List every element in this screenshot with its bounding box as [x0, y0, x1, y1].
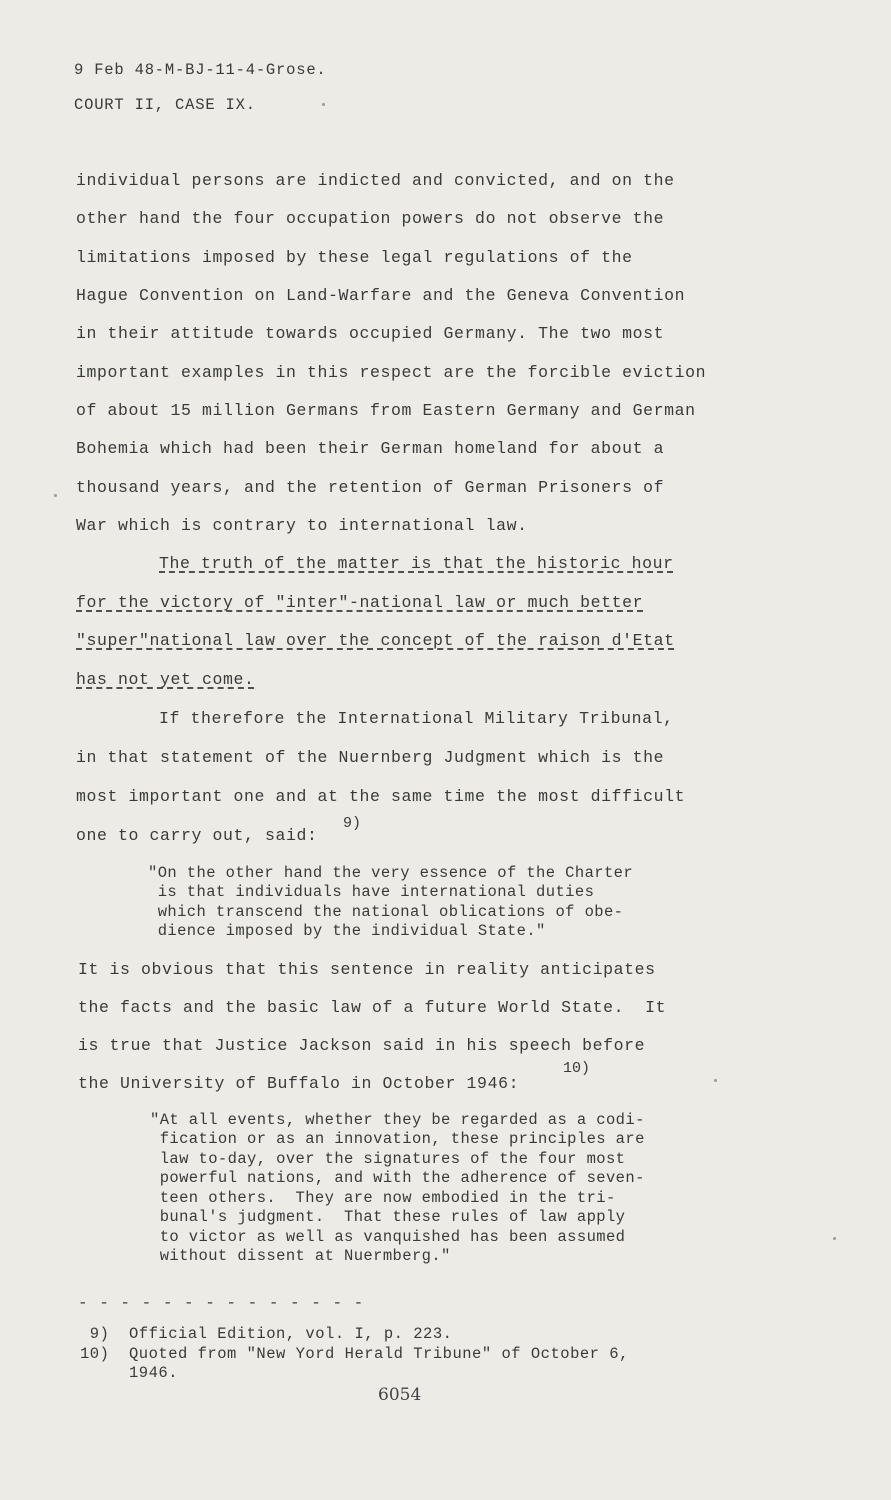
para2-line: has not yet come.	[76, 670, 255, 689]
para4-line: It is obvious that this sentence in reality anticipates	[78, 960, 656, 979]
para3-line: in that statement of the Nuernberg Judgment which is the	[76, 748, 665, 767]
quote2-line: bunal's judgment. That these rules of law apply	[150, 1208, 626, 1226]
footnote-ref-9: 9)	[343, 815, 362, 832]
para1-line: individual persons are indicted and convicted, and on the	[76, 171, 675, 190]
quote2-line: teen others. They are now embodied in the tri-	[150, 1189, 616, 1207]
para3-line: most important one and at the same time the most difficult	[76, 787, 686, 806]
para2-line: "super"national law over the concept of the raison d'Etat	[76, 631, 675, 650]
para3-line: If therefore the International Military Tribunal,	[159, 709, 674, 728]
quote2-line: without dissent at Nuermberg."	[150, 1247, 451, 1265]
para1-line: important examples in this respect are the forcible eviction	[76, 363, 707, 382]
para2-line: The truth of the matter is that the historic hour	[159, 554, 674, 573]
para1-line: limitations imposed by these legal regulations of the	[76, 248, 633, 267]
quote2-line: law to-day, over the signatures of the four most	[150, 1150, 626, 1168]
header-reference: 9 Feb 48-M-BJ-11-4-Grose.	[74, 61, 327, 79]
quote2-line: powerful nations, and with the adherence of seven-	[150, 1169, 645, 1187]
para1-line: Hague Convention on Land-Warfare and the Geneva Convention	[76, 286, 686, 305]
para4-line: is true that Justice Jackson said in his speech before	[78, 1036, 646, 1055]
para1-line: War which is contrary to international law.	[76, 516, 528, 535]
para3-line: one to carry out, said:	[76, 826, 318, 845]
header-court: COURT II, CASE IX.	[74, 96, 256, 114]
para1-line: Bohemia which had been their German homeland for about a	[76, 439, 665, 458]
scan-speck	[714, 1079, 717, 1082]
scan-speck	[54, 494, 57, 497]
footnote-item: 9) Official Edition, vol. I, p. 223.	[80, 1325, 453, 1343]
footnote-ref-10: 10)	[563, 1060, 591, 1077]
para1-line: of about 15 million Germans from Eastern Germany and German	[76, 401, 696, 420]
para1-line: thousand years, and the retention of German Prisoners of	[76, 478, 665, 497]
quote1-line: which transcend the national oblications of obe-	[148, 903, 624, 921]
para4-line: the University of Buffalo in October 1946:	[78, 1074, 520, 1093]
scan-speck	[833, 1237, 836, 1240]
para1-line: other hand the four occupation powers do not observe the	[76, 209, 665, 228]
para1-line: in their attitude towards occupied Germany. The two most	[76, 324, 665, 343]
quote1-line: dience imposed by the individual State."	[148, 922, 546, 940]
quote2-line: "At all events, whether they be regarded as a codi-	[150, 1111, 645, 1129]
quote2-line: to victor as well as vanquished has been assumed	[150, 1228, 626, 1246]
footnote-separator: - - - - - - - - - - - - - -	[78, 1294, 365, 1312]
quote1-line: "On the other hand the very essence of the Charter	[148, 864, 634, 882]
para2-line: for the victory of "inter"-national law or much better	[76, 593, 644, 612]
scan-speck	[322, 103, 325, 106]
footnote-item: 1946.	[80, 1364, 179, 1382]
footnote-item: 10) Quoted from "New Yord Herald Tribune" of October 6,	[80, 1345, 629, 1363]
quote1-line: is that individuals have international duties	[148, 883, 595, 901]
page-number: 6054	[378, 1385, 422, 1405]
para4-line: the facts and the basic law of a future World State. It	[78, 998, 667, 1017]
quote2-line: fication or as an innovation, these principles are	[150, 1130, 645, 1148]
